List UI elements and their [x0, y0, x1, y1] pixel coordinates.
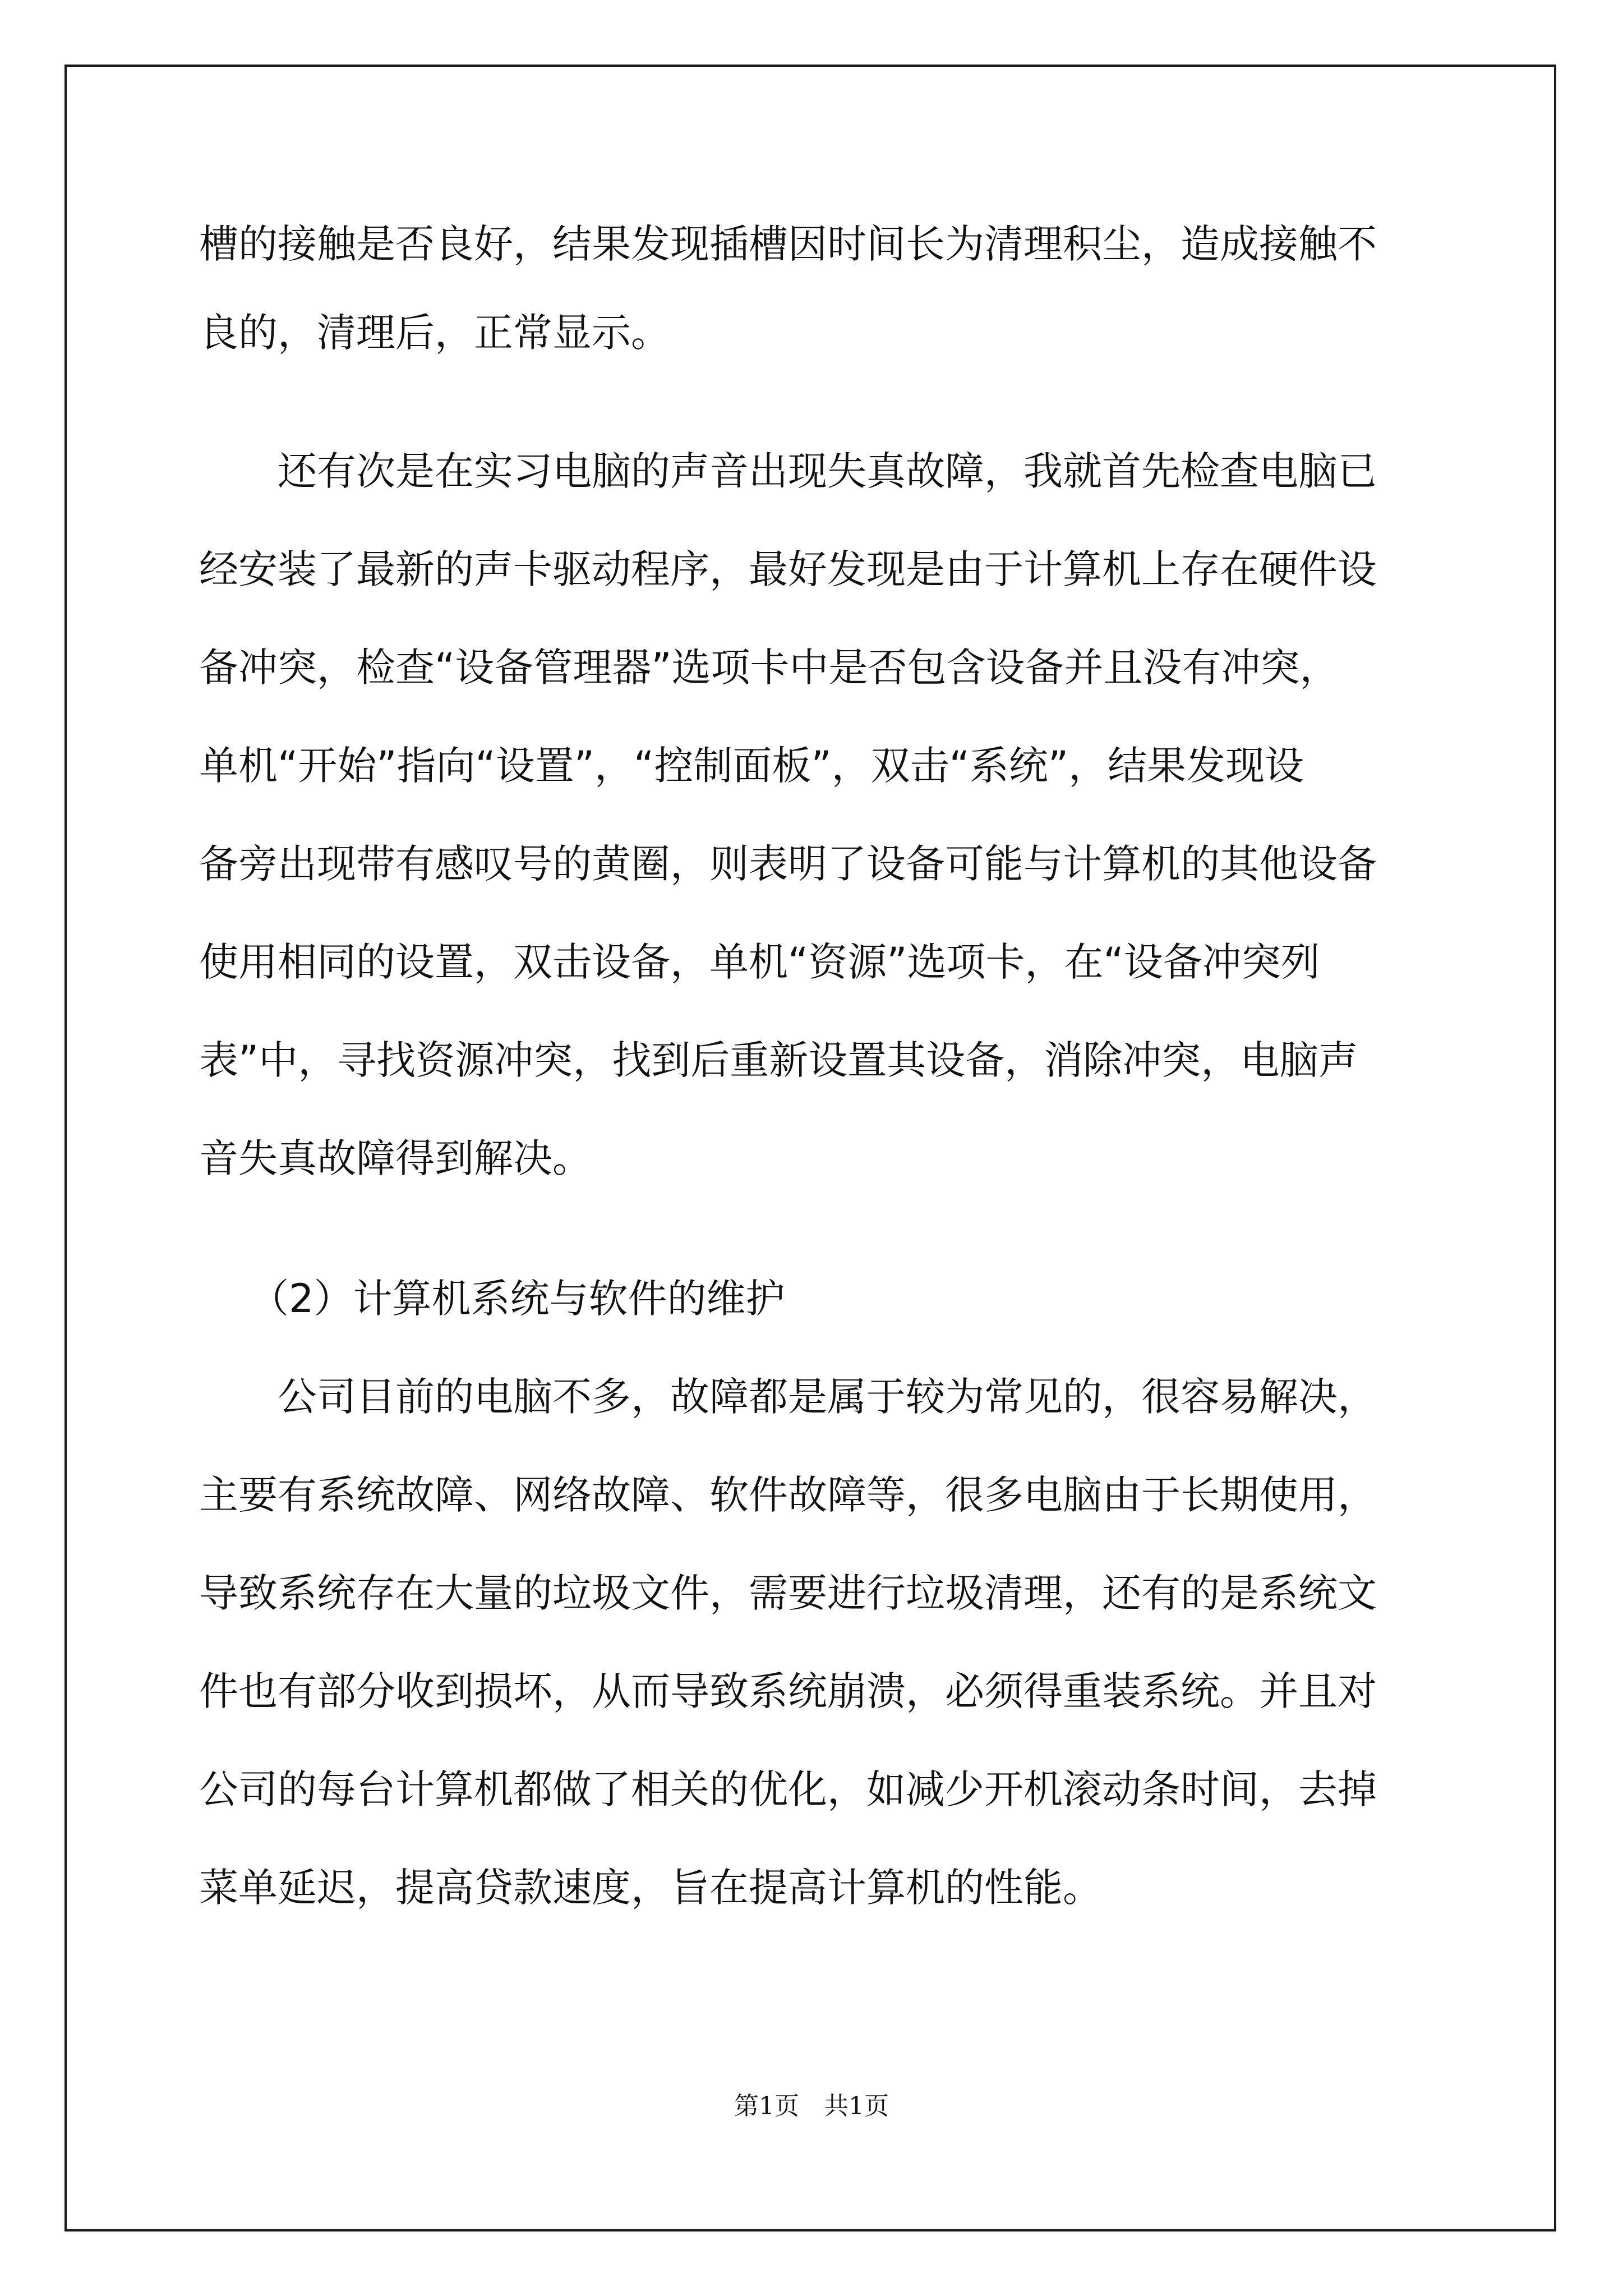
section-heading: （2）计算机系统与软件的维护 — [250, 1276, 785, 1322]
paragraph-line: 表”中，寻找资源冲突，找到后重新设置其设备，消除冲突，电脑声 — [199, 1037, 1358, 1083]
paragraph-line: 经安装了最新的声卡驱动程序，最好发现是由于计算机上存在硬件设 — [199, 546, 1377, 592]
paragraph-line: 良的，清理后，正常显示。 — [199, 310, 670, 356]
paragraph-line: 槽的接触是否良好，结果发现插槽因时间长为清理积尘，造成接触不 — [199, 221, 1377, 267]
paragraph-line: 公司的每台计算机都做了相关的优化，如减少开机滚动条时间，去掉 — [199, 1766, 1377, 1812]
page-number: 第1页 共1页 — [734, 2092, 889, 2120]
paragraph-line: 菜单延迟，提高贷款速度，旨在提高计算机的性能。 — [199, 1865, 1102, 1911]
paragraph-line: 备旁出现带有感叹号的黄圈，则表明了设备可能与计算机的其他设备 — [199, 841, 1377, 887]
paragraph-line: 使用相同的设置，双击设备，单机“资源”选项卡，在“设备冲突列 — [199, 939, 1320, 985]
paragraph-line: 单机“开始”指向“设置”，“控制面板”，双击“系统”，结果发现设 — [199, 743, 1304, 789]
paragraph-line: 备冲突，检查“设备管理器”选项卡中是否包含设备并且没有冲突， — [199, 645, 1339, 691]
paragraph-line: 音失真故障得到解决。 — [199, 1135, 592, 1181]
paragraph-line: 还有次是在实习电脑的声音出现失真故障，我就首先检查电脑已 — [278, 448, 1377, 494]
paragraph-line: 件也有部分收到损坏，从而导致系统崩溃，必须得重装系统。并且对 — [199, 1668, 1377, 1714]
paragraph-line: 导致系统存在大量的垃圾文件，需要进行垃圾清理，还有的是系统文 — [199, 1570, 1377, 1616]
paragraph-line: 主要有系统故障、网络故障、软件故障等，很多电脑由于长期使用， — [199, 1472, 1377, 1518]
paragraph-line: 公司目前的电脑不多，故障都是属于较为常见的，很容易解决， — [278, 1374, 1377, 1420]
